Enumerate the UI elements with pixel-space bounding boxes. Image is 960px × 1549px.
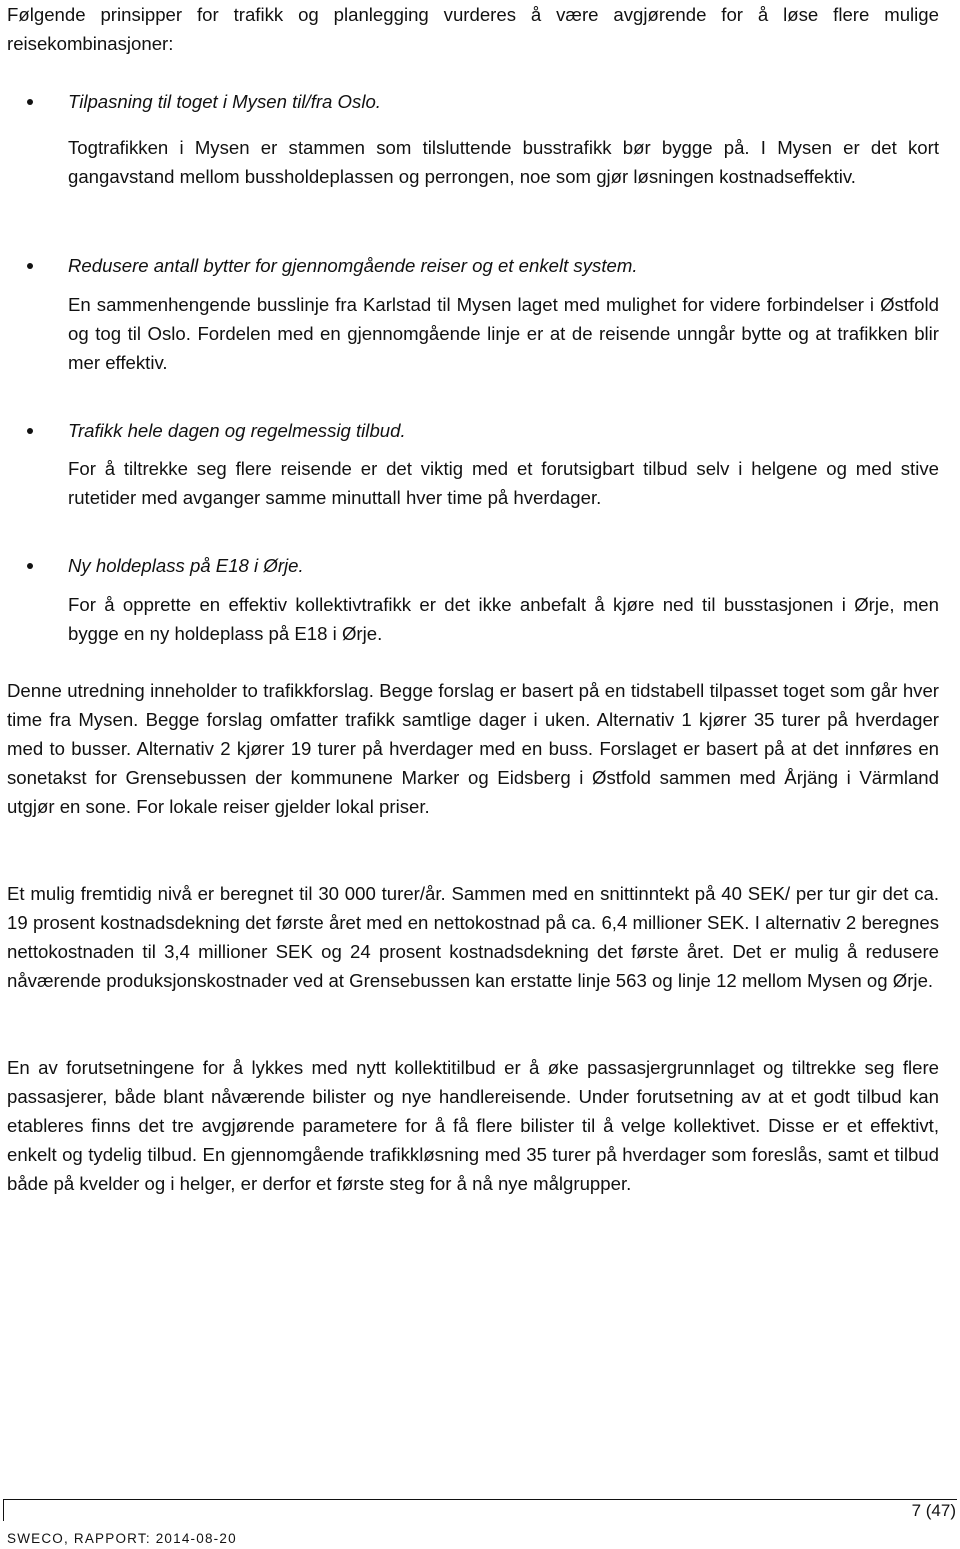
bullet-title: Redusere antall bytter for gjennomgående reiser og et enkelt system.	[68, 255, 638, 276]
body-paragraph: Denne utredning inneholder to trafikkforslag. Begge forslag er basert på en tidstabell tilpasset toget som går hver time fra Mysen. Begge forslag omfatter trafikk samtlige dager i uken. Alternativ 1 kjører 35 turer på hverdager med to busser. Alternativ 2 kjører 19 turer på hverdager med en buss. Forslaget er basert på at det innføres en sonetakst for Grensebussen der kommunene Marker og Eidsberg i Østfold sammen med Årjäng i Värmland utgjør en sone. For lokale reiser gjelder lokal priser.	[7, 680, 939, 817]
bullet-icon	[27, 99, 33, 105]
bullet-body: For å opprette en effektiv kollektivtrafikk er det ikke anbefalt å kjøre ned til busstasjonen i Ørje, men bygge en ny holdeplass på E18 i Ørje.	[68, 594, 939, 644]
footer-label: SWECO, RAPPORT: 2014-08-20	[7, 1531, 237, 1546]
intro-paragraph: Følgende prinsipper for trafikk og planlegging vurderes å være avgjørende for å løse flere mulige reisekombinasjoner:	[7, 4, 939, 54]
bullet-icon	[27, 428, 33, 434]
page-number: 7 (47)	[911, 1501, 956, 1520]
footer-divider-edge	[3, 1499, 4, 1521]
bullet-body: Togtrafikken i Mysen er stammen som tilsluttende busstrafikk bør bygge på. I Mysen er det kort gangavstand mellom bussholdeplassen og perrongen, noe som gjør løsningen kostnadseffektiv.	[68, 137, 939, 187]
body-paragraph: En av forutsetningene for å lykkes med nytt kollektitilbud er å øke passasjergrunnlaget og tiltrekke seg flere passasjerer, både blant nåværende bilister og nye handlereisende. Under forutsetning av at et godt tilbud kan etableres finns det tre avgjørende parametere for å få flere bilister til å velge kollektivet. Disse er et effektivt, enkelt og tydelig tilbud. En gjennomgående trafikkløsning med 35 turer på hverdager som foreslås, samt et tilbud både på kvelder og i helger, er derfor et første steg for å nå nye målgrupper.	[7, 1057, 939, 1194]
footer-divider	[3, 1499, 957, 1500]
bullet-title: Trafikk hele dagen og regelmessig tilbud.	[68, 420, 406, 441]
bullet-title: Ny holdeplass på E18 i Ørje.	[68, 555, 304, 576]
bullet-icon	[27, 563, 33, 569]
bullet-body: For å tiltrekke seg flere reisende er det viktig med et forutsigbart tilbud selv i helgene og med stive rutetider med avganger samme minuttall hver time på hverdager.	[68, 458, 939, 508]
bullet-body: En sammenhengende busslinje fra Karlstad til Mysen laget med mulighet for videre forbindelser i Østfold og tog til Oslo. Fordelen med en gjennomgående linje er at de reisende unngår bytte og at trafikken blir mer effektiv.	[68, 294, 939, 373]
bullet-icon	[27, 263, 33, 269]
body-paragraph: Et mulig fremtidig nivå er beregnet til 30 000 turer/år. Sammen med en snittinntekt på 40 SEK/ per tur gir det ca. 19 prosent kostnadsdekning det første året med en nettokostnad på ca. 6,4 millioner SEK. I alternativ 2 beregnes nettokostnaden til 3,4 millioner SEK og 24 prosent kostnadsdekning det første året. Det er mulig å redusere nåværende produksjonskostnader ved at Grensebussen kan erstatte linje 563 og linje 12 mellom Mysen og Ørje.	[7, 883, 939, 991]
bullet-title: Tilpasning til toget i Mysen til/fra Oslo.	[68, 91, 381, 112]
